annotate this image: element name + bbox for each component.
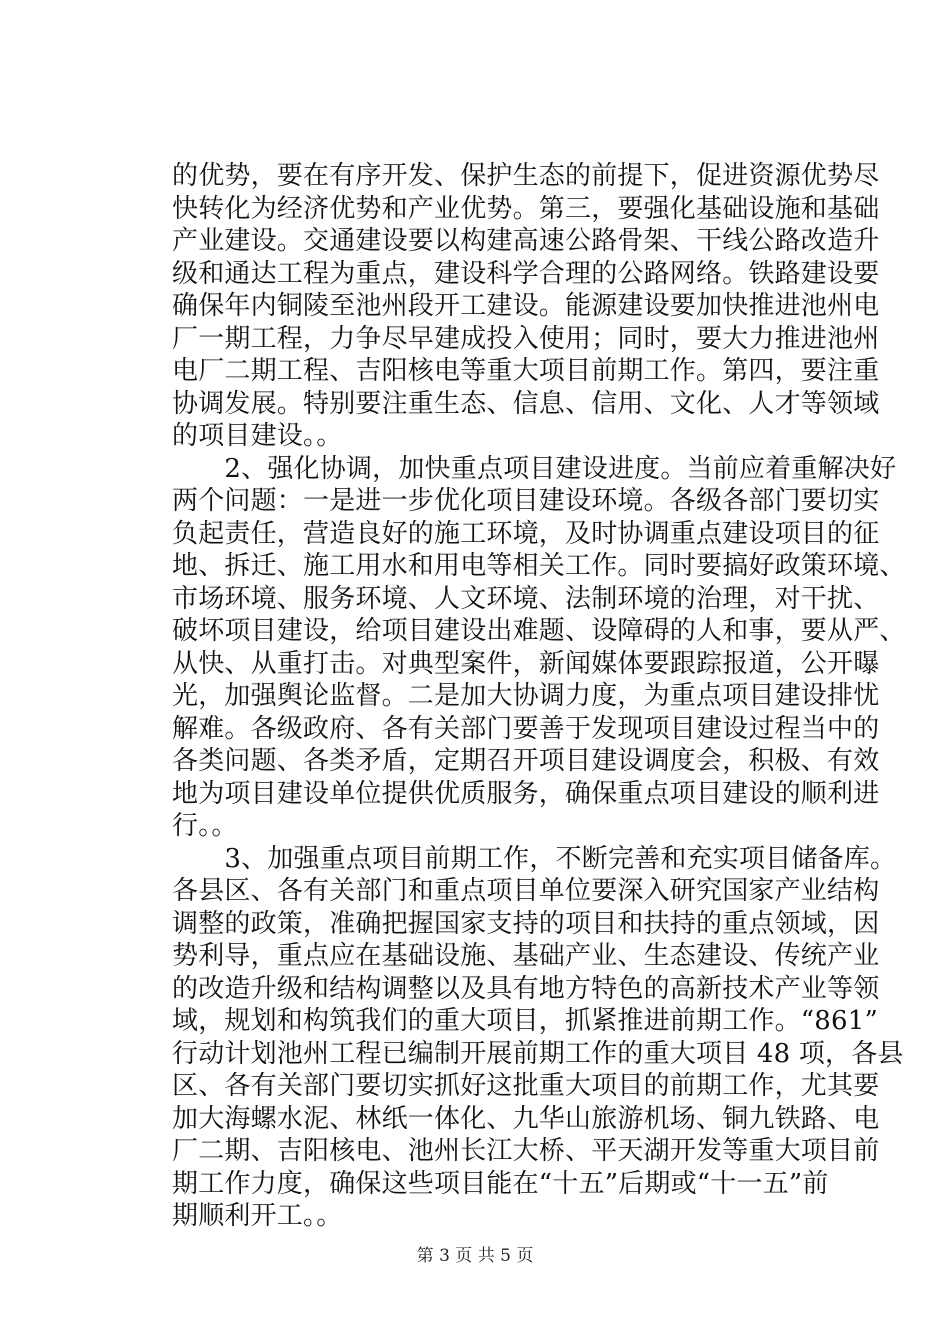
text-line: 从快、从重打击。对典型案件，新闻媒体要跟踪报道，公开曝 [172,648,880,679]
text-line: 确保年内铜陵至池州段开工建设。能源建设要加快推进池州电 [172,291,880,321]
text-line: 各类问题、各类矛盾，定期召开项目建设调度会，积极、有效 [172,746,880,776]
text-line: 负起责任，营造良好的施工环境，及时协调重点建设项目的征 [172,518,880,549]
text-line: 行。。 [172,811,238,841]
text-line: 地、拆迁、施工用水和用电等相关工作。同时要搞好政策环境、 [172,551,906,581]
text-line: 3、加强重点项目前期工作，不断完善和充实项目储备库。 [172,843,897,874]
text-line: 域，规划和构筑我们的重大项目，抓紧推进前期工作。“861” [172,1006,879,1036]
text-line: 市场环境、服务环境、人文环境、法制环境的治理，对干扰、 [172,583,880,614]
text-line: 地为项目建设单位提供优质服务，确保重点项目建设的顺利进 [172,778,880,809]
page-footer: 第 3 页 共 5 页 [416,1246,534,1266]
text-line: 光，加强舆论监督。二是加大协调力度，为重点项目建设排忧 [172,681,880,711]
text-line: 的改造升级和结构调整以及具有地方特色的高新技术产业等领 [172,973,880,1004]
text-line: 加大海螺水泥、林纸一体化、九华山旅游机场、铜九铁路、电 [172,1103,880,1134]
text-line: 级和通达工程为重点，建设科学合理的公路网络。铁路建设要 [172,258,880,289]
text-line: 电厂二期工程、吉阳核电等重大项目前期工作。第四，要注重 [172,356,880,386]
text-line: 各县区、各有关部门和重点项目单位要深入研究国家产业结构 [172,876,880,906]
text-line: 破坏项目建设，给项目建设出难题、设障碍的人和事，要从严、 [172,616,906,646]
text-line: 解难。各级政府、各有关部门要善于发现项目建设过程当中的 [172,713,880,744]
text-line: 势利导，重点应在基础设施、基础产业、生态建设、传统产业 [172,941,880,971]
text-line: 厂二期、吉阳核电、池州长江大桥、平天湖开发等重大项目前 [172,1136,880,1166]
text-line: 期工作力度，确保这些项目能在“十五”后期或“十一五”前 [172,1168,829,1199]
text-line: 2、强化协调，加快重点项目建设进度。当前应着重解决好 [172,453,897,484]
text-line: 协调发展。特别要注重生态、信息、信用、文化、人才等领域 [172,388,880,419]
text-line: 行动计划池州工程已编制开展前期工作的重大项目 48 项，各县 [172,1038,904,1069]
text-line: 产业建设。交通建设要以构建高速公路骨架、干线公路改造升 [172,226,880,256]
text-line: 两个问题：一是进一步优化项目建设环境。各级各部门要切实 [172,486,880,516]
text-line: 厂一期工程，力争尽早建成投入使用；同时，要大力推进池州 [172,323,880,354]
text-line: 期顺利开工。。 [172,1201,343,1231]
text-line: 快转化为经济优势和产业优势。第三，要强化基础设施和基础 [172,193,880,224]
text-line: 调整的政策，准确把握国家支持的项目和扶持的重点领域，因 [172,908,880,939]
text-line: 区、各有关部门要切实抓好这批重大项目的前期工作，尤其要 [172,1071,880,1101]
text-line: 的项目建设。。 [172,421,343,451]
text-line: 的优势，要在有序开发、保护生态的前提下，促进资源优势尽 [172,161,880,191]
